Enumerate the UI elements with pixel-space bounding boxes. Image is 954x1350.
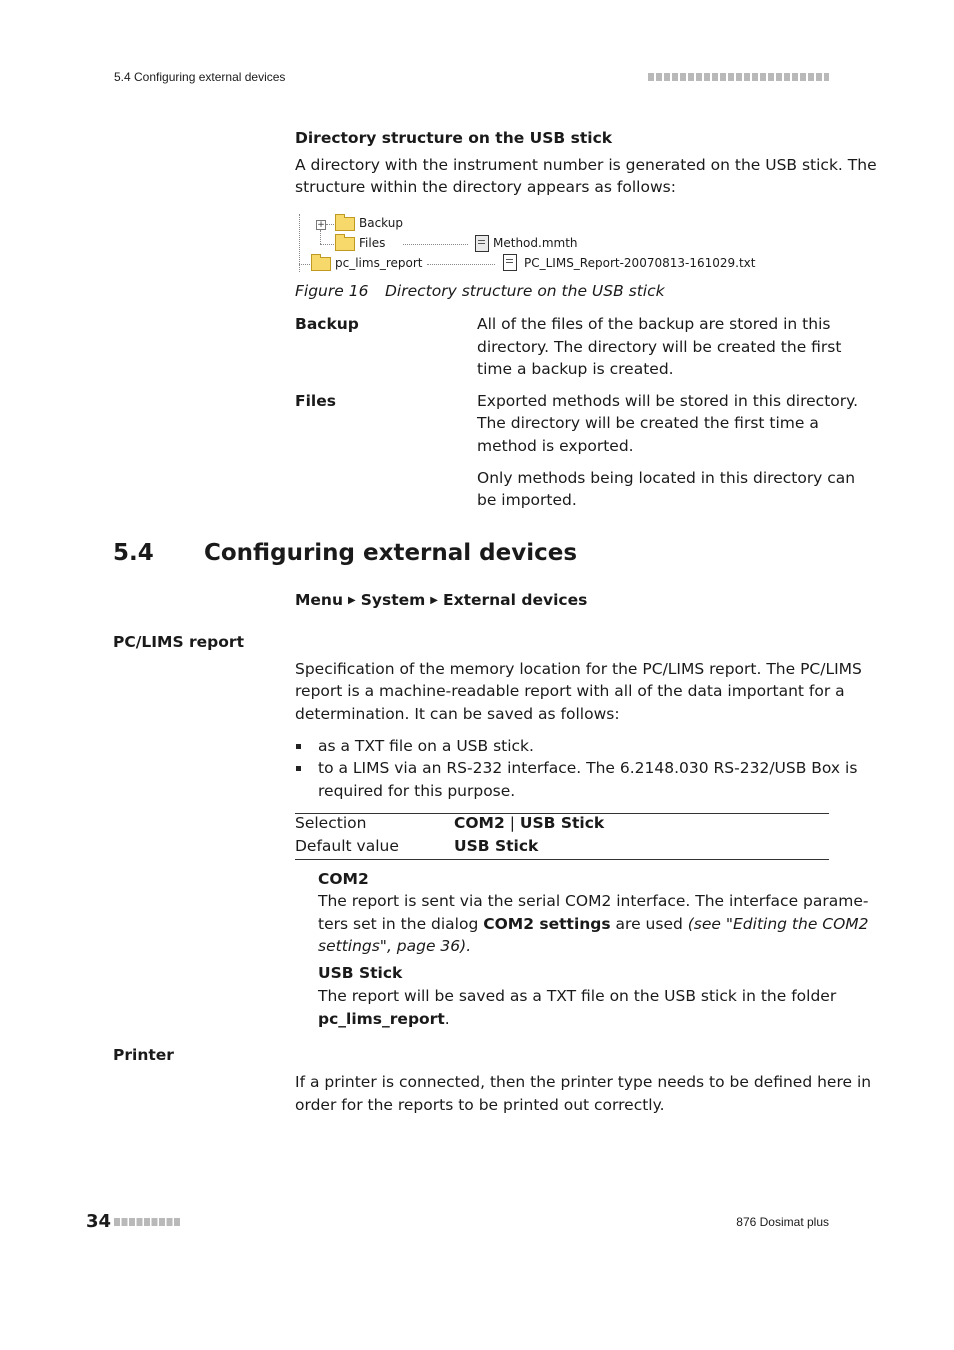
tree-connector	[427, 264, 495, 265]
selection-separator: |	[509, 814, 515, 832]
selection-values	[454, 812, 604, 835]
option-com2-title: COM2	[318, 870, 369, 888]
tree-item-method-file[interactable]: Method.mmth	[493, 236, 578, 250]
table-bottom-rule	[295, 859, 829, 860]
tree-connector	[403, 244, 468, 245]
figure-caption: Directory structure on the USB stick	[385, 282, 665, 300]
figure-number: Figure 16	[295, 282, 369, 300]
printer-heading: Printer	[113, 1046, 174, 1064]
expand-plus-icon[interactable]: +	[317, 220, 325, 230]
footer-decoration	[114, 1218, 181, 1226]
tree-line	[299, 264, 310, 265]
def-term-files: Files	[295, 392, 336, 410]
period: .	[444, 1010, 450, 1028]
option-com2-line-3[interactable]: settings", page 36).	[318, 937, 472, 955]
def-files-line-2: The directory will be created the first time a	[477, 414, 819, 432]
printer-line-2: order for the reports to be printed out correctly.	[295, 1096, 665, 1114]
usb-intro-line-1: A directory with the instrument number is generated on the USB stick. The	[295, 156, 877, 174]
running-header: 5.4 Configuring external devices	[114, 70, 286, 84]
tree-item-files[interactable]: Files	[359, 236, 386, 250]
pc-lims-heading: PC/LIMS report	[113, 633, 244, 651]
menu-path-item-menu: Menu	[295, 591, 344, 609]
tree-line	[320, 230, 321, 244]
bullet-icon	[296, 766, 301, 771]
selection-label: Selection	[295, 814, 367, 832]
com2-text-part: are used	[610, 915, 688, 933]
printer-line-1: If a printer is connected, then the printer type needs to be defined here in	[295, 1073, 872, 1091]
folder-icon	[335, 217, 355, 231]
com2-settings-ref: COM2 settings	[483, 915, 611, 933]
def-backup-line-1: All of the files of the backup are stored in this	[477, 315, 831, 333]
option-usb-line-2	[318, 1008, 450, 1031]
tree-item-backup[interactable]: Backup	[359, 216, 403, 230]
bullet-item-2-line-1: to a LIMS via an RS-232 interface. The 6.2148.030 RS-232/USB Box is	[318, 759, 858, 777]
default-label: Default value	[295, 837, 399, 855]
def-backup-line-2: directory. The directory will be created the first	[477, 338, 842, 356]
header-decoration	[648, 73, 829, 81]
folder-icon	[335, 237, 355, 251]
folder-icon	[311, 257, 331, 271]
option-usb-title: USB Stick	[318, 964, 403, 982]
page-number: 34	[86, 1211, 112, 1232]
tree-line	[320, 244, 334, 245]
bullet-item-1: as a TXT file on a USB stick.	[318, 737, 534, 755]
path-arrow-icon: ▶	[348, 595, 356, 606]
tree-line	[326, 224, 334, 225]
pc-lims-line-1: Specification of the memory location for the PC/LIMS report. The PC/LIMS	[295, 660, 862, 678]
usb-intro-line-2: structure within the directory appears as follows:	[295, 178, 676, 196]
pc-lims-line-2: report is a machine-readable report with all of the data important for a	[295, 682, 845, 700]
def-term-backup: Backup	[295, 315, 359, 333]
selection-value-com2: COM2	[454, 814, 505, 832]
def-backup-line-3: time a backup is created.	[477, 360, 674, 378]
selection-value-usb-stick: USB Stick	[519, 814, 605, 832]
text-file-icon	[503, 254, 517, 271]
menu-path-item-external-devices: External devices	[443, 591, 588, 609]
menu-path-item-system: System	[360, 591, 426, 609]
usb-directory-heading: Directory structure on the USB stick	[295, 129, 613, 147]
com2-text-part: ters set in the dialog	[318, 915, 484, 933]
bullet-item-2-line-2: required for this purpose.	[318, 782, 516, 800]
def-files-line-3: method is exported.	[477, 437, 634, 455]
section-number: 5.4	[113, 540, 154, 566]
option-com2-line-1: The report is sent via the serial COM2 interface. The interface parame-	[318, 892, 869, 910]
def-files-line-1: Exported methods will be stored in this directory.	[477, 392, 859, 410]
tree-item-report-file[interactable]: PC_LIMS_Report-20070813-161029.txt	[524, 256, 756, 270]
bullet-icon	[296, 744, 301, 749]
section-title: Configuring external devices	[204, 540, 578, 566]
menu-path	[295, 589, 587, 615]
pc-lims-line-3: determination. It can be saved as follows:	[295, 705, 620, 723]
method-file-icon	[475, 235, 489, 252]
def-files-extra-line-1: Only methods being located in this directory can	[477, 469, 856, 487]
option-usb-line-1: The report will be saved as a TXT file on the USB stick in the folder	[318, 987, 837, 1005]
product-name: 876 Dosimat plus	[736, 1215, 829, 1229]
path-arrow-icon: ▶	[430, 595, 438, 606]
folder-name: pc_lims_report	[318, 1010, 445, 1028]
directory-tree-figure	[296, 212, 776, 274]
option-com2-line-2	[318, 913, 869, 936]
def-files-extra-line-2: be imported.	[477, 491, 577, 509]
cross-reference-link[interactable]: (see "Editing the COM2	[687, 915, 869, 933]
tree-item-pc-lims-report[interactable]: pc_lims_report	[335, 256, 423, 270]
default-value: USB Stick	[454, 837, 539, 855]
